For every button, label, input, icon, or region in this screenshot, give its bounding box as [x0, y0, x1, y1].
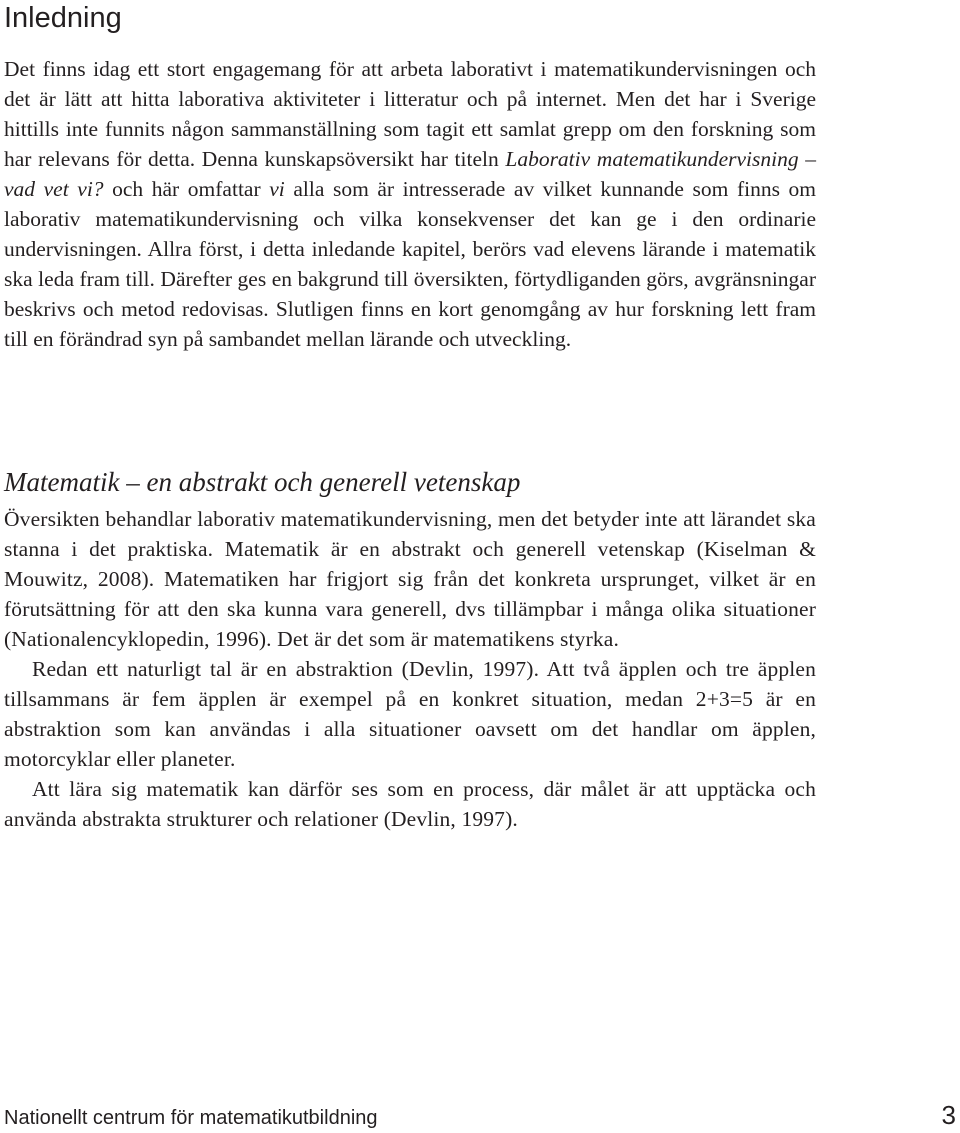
section-body — [4, 504, 816, 834]
intro-text — [4, 54, 816, 354]
report-title-italic: Laborativ matematikundervisning – vad vet vi? — [4, 147, 816, 201]
intro-text-part-2: och här omfattar — [103, 177, 270, 201]
page-number: 3 — [941, 1100, 956, 1130]
section-heading: Matematik – en abstrakt och generell vetenskap — [4, 467, 521, 497]
page-title: Inledning — [4, 2, 122, 34]
section-paragraph-1: Översikten behandlar laborativ matematikundervisning, men det betyder inte att lärandet ska stanna i det praktiska. Matematik är en abstrakt och generell vetenskap (Kiselman & Mouwitz, 2008). Matematiken har frigjort sig från det konkreta ursprunget, vilket är en förutsättning för att den ska kunna vara generell, dvs tillämpbar i många olika situationer (Nationalencyklopedin, 1996). Det är det som är matematikens styrka. — [4, 507, 816, 651]
intro-text-part-3: alla som är intresserade av vilket kunnande som finns om laborativ matematikundervisning och vilka konsekvenser det kan ge i den ordinarie undervisningen. Allra först, i detta inledande kapitel, berörs vad elevens lärande i matematik ska leda fram till. Därefter ges en bakgrund till översikten, förtydliganden görs, avgränsningar beskrivs och metod redovisas. Slutligen finns en kort genomgång av hur forskning lett fram till en förändrad syn på sambandet mellan lärande och utveckling. — [4, 177, 817, 351]
vi-italic: vi — [269, 177, 285, 201]
intro-paragraph — [4, 54, 816, 354]
section-paragraph-2: Redan ett naturligt tal är en abstraktion (Devlin, 1997). Att två äpplen och tre äpplen tillsammans är fem äpplen är exempel på en konkret situation, medan 2+3=5 är en abstraktion som kan användas i alla situationer oavsett om det handlar om äpplen, motorcyklar eller planeter. — [4, 657, 816, 771]
footer-publisher: Nationellt centrum för matematikutbildning — [4, 1107, 378, 1129]
intro-text-part-1: Det finns idag ett stort engagemang för att arbeta laborativt i matematikundervisningen och det är lätt att hitta laborativa aktiviteter i litteratur och på internet. Men det har i Sverige hittills inte funnits någon sammanställning som tagit ett samlat grepp om den forskning som har relevans för detta. Denna kunskapsöversikt har titeln — [4, 57, 816, 171]
section-paragraph-3: Att lära sig matematik kan därför ses som en process, där målet är att upptäcka och använda abstrakta strukturer och relationer (Devlin, 1997). — [4, 777, 816, 831]
